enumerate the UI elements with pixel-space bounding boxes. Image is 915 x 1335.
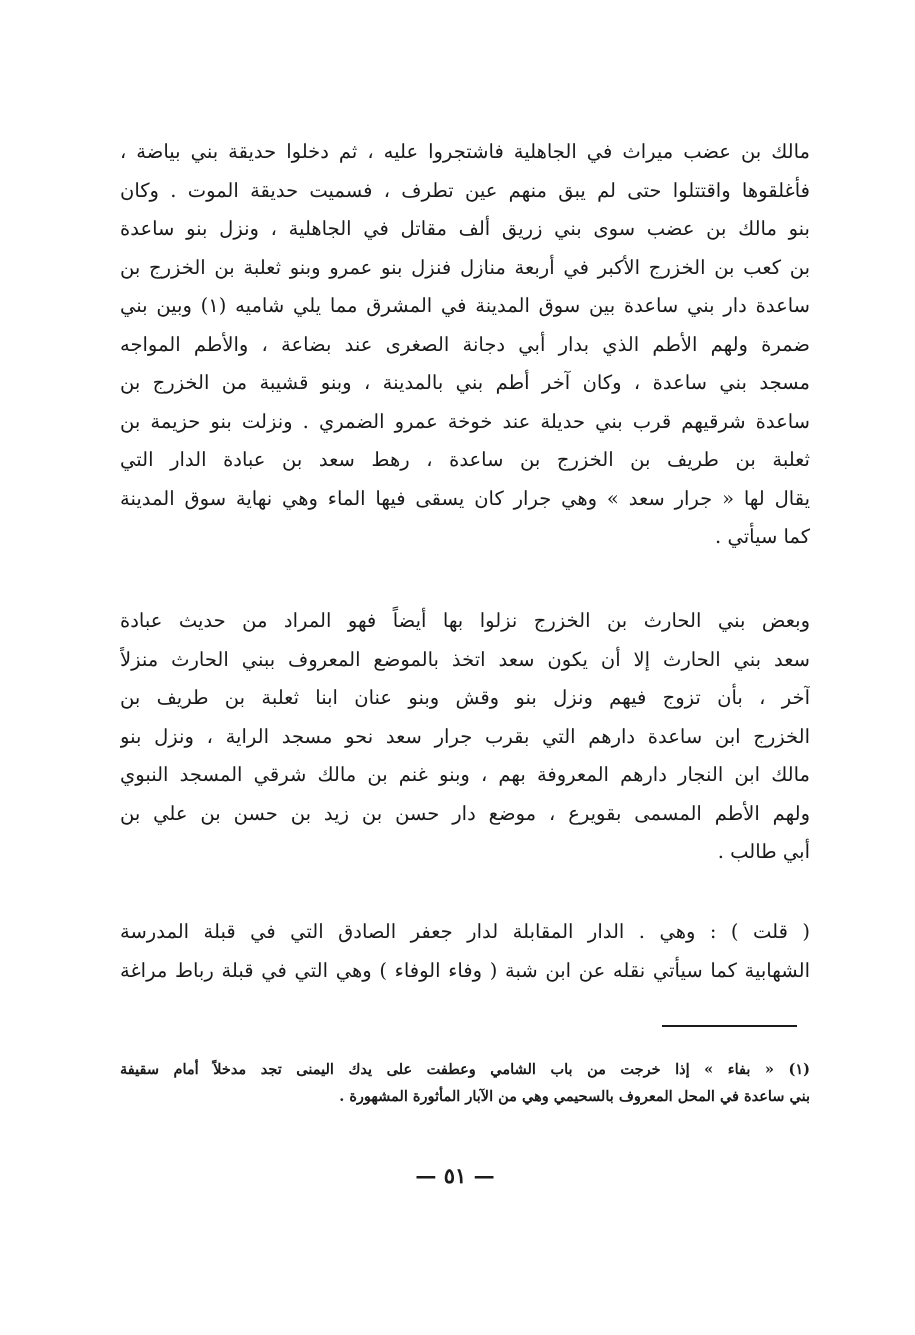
text-line: مسجد بني ساعدة ، وكان آخر أطم بني بالمدينة ، وبنو قشيبة من الخزرج بن — [120, 371, 810, 394]
footnote — [120, 1056, 810, 1110]
paragraph-3 — [120, 913, 810, 990]
text-line: بنو مالك بن عضب سوى بني زريق ألف مقاتل في الجاهلية ، ونزل بنو ساعدة — [120, 217, 810, 240]
text-line: مالك ابن النجار دارهم المعروفة بهم ، وبنو غنم بن مالك شرقي المسجد النبوي — [120, 763, 810, 786]
text-line: ساعدة شرقيهم قرب بني حديلة عند خوخة عمرو الضمري . ونزلت بنو حزيمة بن — [120, 409, 810, 433]
text-line: ضمرة ولهم الأطم الذي بدار أبي دجانة الصغرى عند بضاعة ، والأطم المواجه — [120, 332, 810, 356]
text-line: يقال لها « جرار سعد » وهي جرار كان يسقى فيها الماء وهي نهاية سوق المدينة — [120, 486, 810, 510]
text-line: سعد بني الحارث إلا أن يكون سعد اتخذ بالموضع المعروف ببني الحارث منزلاً — [120, 647, 810, 671]
page-number: — ٥١ — — [415, 1163, 495, 1188]
text-line: ( قلت ) : وهي . الدار المقابلة لدار جعفر الصادق التي في قبلة المدرسة — [120, 920, 810, 943]
footnote-line: بني ساعدة في المحل المعروف بالسحيمي وهي من الآبار المأثورة المشهورة . — [339, 1088, 810, 1105]
text-line: كما سيأتي . — [715, 525, 810, 548]
text-line: ساعدة دار بني ساعدة بين سوق المدينة في المشرق مما يلي شاميه (١) وبين بني — [120, 294, 810, 317]
text-line: وبعض بني الحارث بن الخزرج نزلوا بها أيضاً فهو المراد من حديث عبادة — [120, 609, 810, 632]
footnote-separator — [662, 1025, 797, 1027]
text-line: أبي طالب . — [717, 840, 810, 863]
footnote-line: (١) « بفاء » إذا خرجت من باب الشامي وعطفت على يدك اليمنى تجد مدخلاً أمام سقيفة — [120, 1061, 810, 1078]
text-line: الخزرج ابن ساعدة دارهم التي بقرب جرار سعد نحو مسجد الراية ، ونزل بنو — [120, 724, 810, 748]
text-line: ولهم الأطم المسمى بقويرع ، موضع دار حسن بن زيد بن حسن بن علي بن — [120, 801, 810, 825]
text-line: آخر ، بأن تزوج فيهم ونزل بنو وقش وبنو عنان ابنا ثعلبة بن طريف بن — [120, 686, 810, 709]
text-line: الشهابية كما سيأتي نقله عن ابن شبة ( وفاء الوفاء ) وهي التي في قبلة رباط مراغة — [120, 958, 810, 982]
paragraph-2 — [120, 602, 810, 872]
text-line: مالك بن عضب ميراث في الجاهلية فاشتجروا عليه ، ثم دخلوا حديقة بني بياضة ، — [120, 140, 810, 163]
text-line: فأغلقوها واقتتلوا حتى لم يبق منهم عين تطرف ، فسميت حديقة الموت . وكان — [120, 178, 810, 202]
text-line: بن كعب بن الخزرج الأكبر في أربعة منازل فنزل بنو عمرو وبنو ثعلبة بن الخزرج بن — [120, 255, 810, 279]
paragraph-1 — [120, 133, 810, 557]
text-line: ثعلبة بن طريف بن الخزرج بن ساعدة ، رهط سعد بن عبادة الدار التي — [120, 448, 810, 471]
